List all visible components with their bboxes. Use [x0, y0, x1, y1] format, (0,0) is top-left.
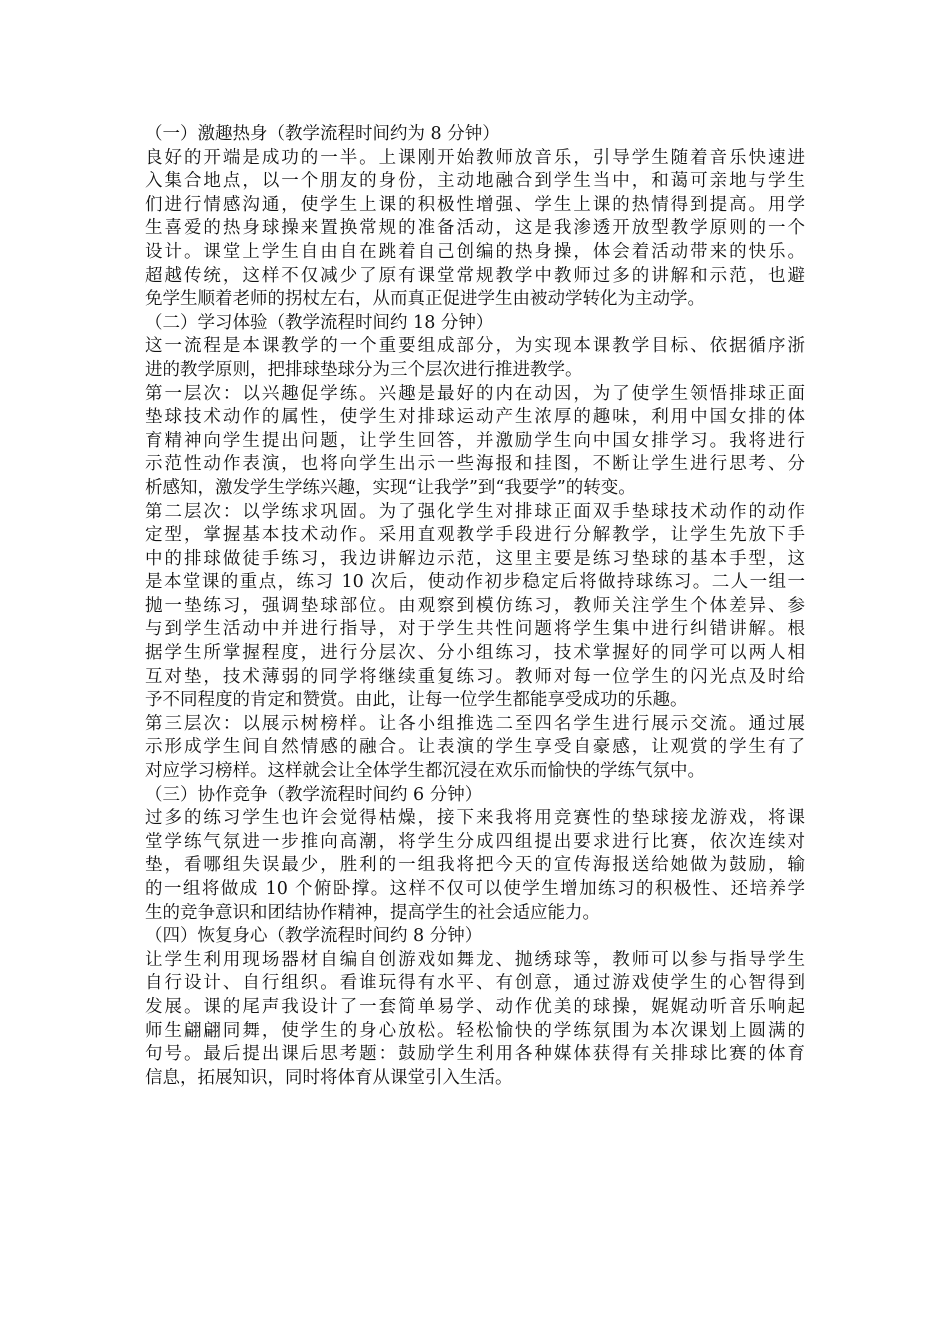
- text-line: 让学生利用现场器材自编自创游戏如舞龙、抛绣球等，教师可以参与指导学生: [145, 949, 805, 970]
- section-heading: （四）恢复身心（教学流程时间约 8 分钟）: [145, 926, 483, 947]
- text-line: 们进行情感沟通，使学生上课的积极性增强、学生上课的热情得到提高。用学: [145, 194, 805, 215]
- text-line: 垫球技术动作的属性，使学生对排球运动产生浓厚的趣味，利用中国女排的体: [145, 407, 805, 428]
- paragraph: [145, 807, 805, 925]
- text-line: 析感知，激发学生学练兴趣，实现“让我学”到“我要学”的转变。: [145, 477, 636, 498]
- text-line: 良好的开端是成功的一半。上课刚开始教师放音乐，引导学生随着音乐快速进: [145, 147, 805, 168]
- text-line: 的一组将做成 10 个俯卧撑。这样不仅可以使学生增加练习的积极性、还培养学: [145, 879, 805, 899]
- section-heading: （三）协作竞争（教学流程时间约 6 分钟）: [145, 784, 483, 805]
- text-line: 第三层次：以展示树榜样。让各小组推选二至四名学生进行展示交流。通过展: [145, 713, 805, 734]
- paragraph: [145, 949, 805, 1091]
- section-heading: （二）学习体验（教学流程时间约 18 分钟）: [145, 312, 494, 333]
- text-line: 中的排球做徒手练习，我边讲解边示范，这里主要是练习垫球的基本手型，这: [145, 548, 805, 569]
- text-line: 据学生所掌握程度，进行分层次、分小组练习，技术掌握好的同学可以两人相: [145, 643, 805, 664]
- text-line: 进的教学原则，把排球垫球分为三个层次进行推进教学。: [145, 359, 583, 380]
- text-line: 与到学生活动中并进行指导，对于学生共性问题将学生集中进行纠错讲解。根: [145, 619, 805, 640]
- text-line: 对应学习榜样。这样就会让全体学生都沉浸在欢乐而愉快的学练气氛中。: [145, 761, 705, 782]
- text-line: 发展。课的尾声我设计了一套简单易学、动作优美的球操，娓娓动听音乐响起: [145, 996, 805, 1017]
- text-line: 句号。最后提出课后思考题：鼓励学生利用各种媒体获得有关排球比赛的体育: [145, 1044, 805, 1065]
- text-line: 示形成学生间自然情感的融合。让表演的学生享受自豪感，让观赏的学生有了: [145, 737, 805, 758]
- text-line: 第一层次：以兴趣促学练。兴趣是最好的内在动因，为了使学生领悟排球正面: [145, 383, 805, 404]
- text-line: 信息，拓展知识，同时将体育从课堂引入生活。: [145, 1067, 513, 1088]
- paragraph: [145, 713, 805, 784]
- text-line: 互对垫，技术薄弱的同学将继续重复练习。教师对每一位学生的闪光点及时给: [145, 666, 805, 687]
- text-line: 过多的练习学生也许会觉得枯燥，接下来我将用竞赛性的垫球接龙游戏，将课: [145, 808, 805, 829]
- text-line: 生的竞争意识和团结协作精神，提高学生的社会适应能力。: [145, 902, 600, 923]
- text-line: 垫，看哪组失误最少，胜利的一组我将把今天的宣传海报送给她做为鼓励，输: [145, 855, 805, 876]
- text-line: 免学生顺着老师的拐杖左右，从而真正促进学生由被动学转化为主动学。: [145, 289, 705, 310]
- text-line: 这一流程是本课教学的一个重要组成部分，为实现本课教学目标、依据循序浙: [145, 336, 805, 357]
- text-line: 入集合地点，以一个朋友的身份，主动地融合到学生当中，和蔼可亲地与学生: [145, 171, 805, 192]
- paragraph: [145, 383, 805, 501]
- text-line: 抛一垫练习，强调垫球部位。由观察到模仿练习，教师关注学生个体差异、参: [145, 595, 805, 616]
- text-line: 超越传统，这样不仅减少了原有课堂常规教学中教师过多的讲解和示范，也避: [145, 265, 805, 286]
- paragraph: [145, 501, 805, 713]
- text-line: 堂学练气氛进一步推向高潮，将学生分成四组提出要求进行比赛，依次连续对: [145, 831, 805, 852]
- text-line: 定型，掌握基本技术动作。采用直观教学手段进行分解教学，让学生先放下手: [145, 525, 805, 546]
- paragraph: [145, 147, 805, 312]
- section-heading: （一）激趣热身（教学流程时间约为 8 分钟）: [145, 124, 500, 144]
- text-line: 予不同程度的肯定和赞赏。由此，让每一位学生都能享受成功的乐趣。: [145, 690, 688, 711]
- paragraph: [145, 335, 805, 382]
- text-line: 是本堂课的重点，练习 10 次后，使动作初步稳定后将做持球练习。二人一组一: [145, 572, 805, 593]
- text-line: 师生翩翩同舞，使学生的身心放松。轻松愉快的学练氛围为本次课划上圆满的: [145, 1020, 805, 1041]
- document-body: [145, 123, 805, 1090]
- text-line: 第二层次：以学练求巩固。为了强化学生对排球正面双手垫球技术动作的动作: [145, 501, 805, 522]
- text-line: 设计。课堂上学生自由自在跳着自己创编的热身操，体会着活动带来的快乐。: [145, 241, 805, 262]
- text-line: 示范性动作表演，也将向学生出示一些海报和挂图，不断让学生进行思考、分: [145, 454, 805, 475]
- text-line: 育精神向学生提出问题，让学生回答，并激励学生向中国女排学习。我将进行: [145, 430, 805, 451]
- text-line: 生喜爱的热身球操来置换常规的准备活动，这是我渗透开放型教学原则的一个: [145, 218, 805, 239]
- text-line: 自行设计、自行组织。看谁玩得有水平、有创意，通过游戏使学生的心智得到: [145, 973, 805, 994]
